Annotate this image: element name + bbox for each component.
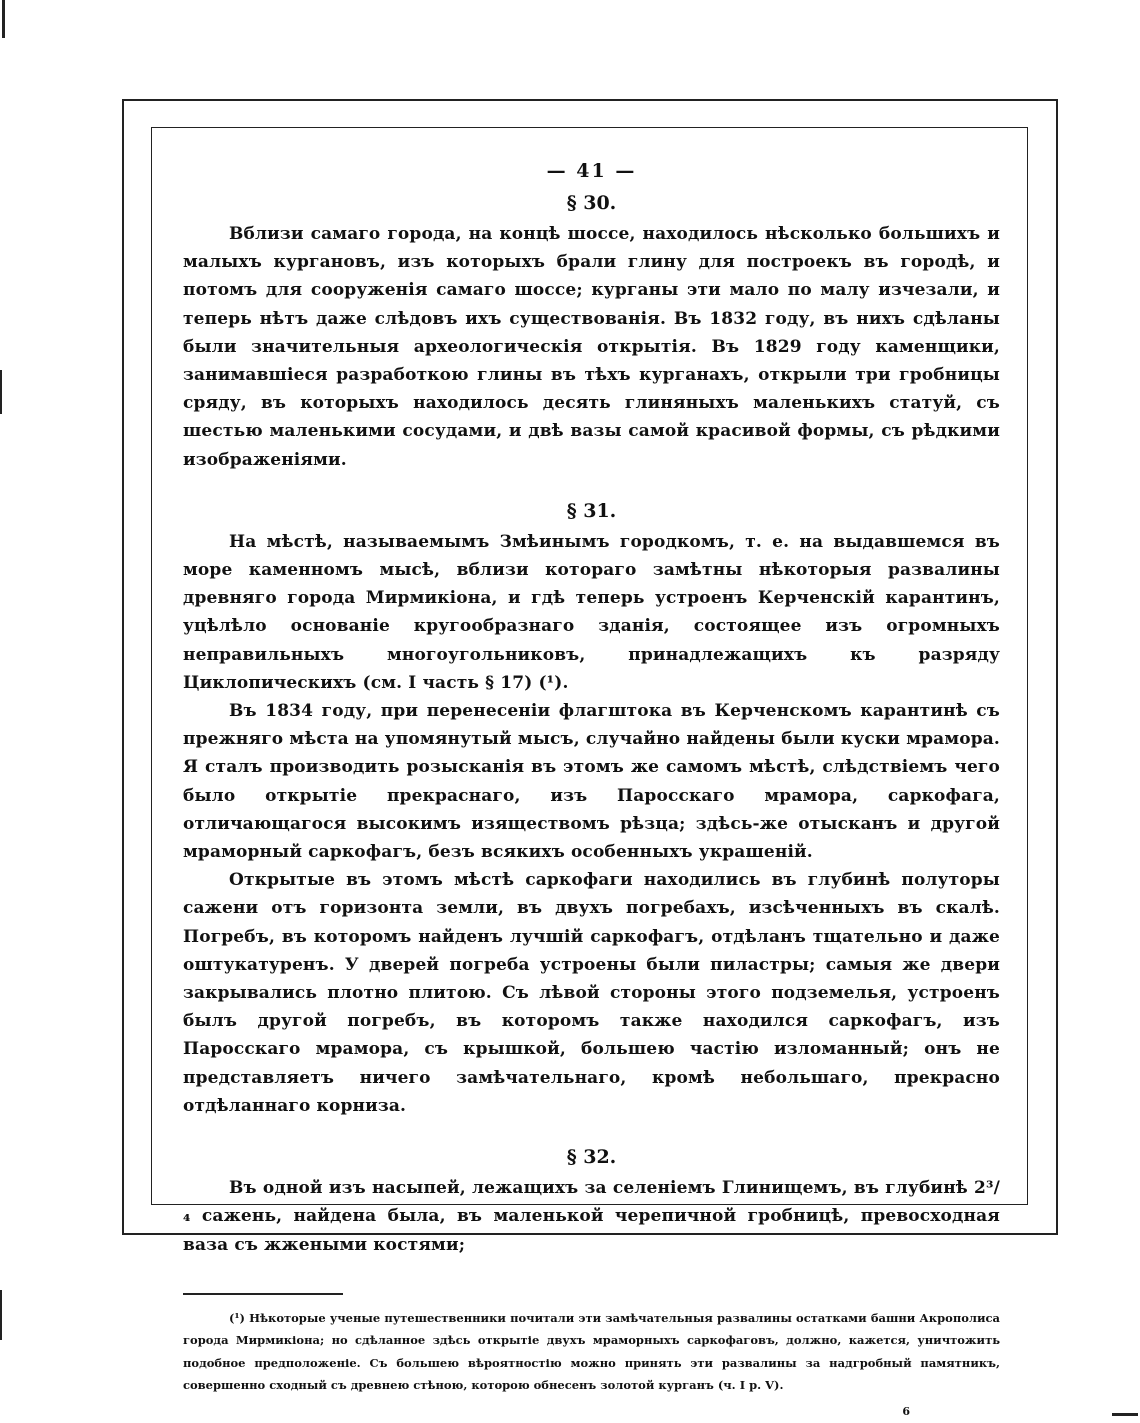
scan-edge-mark-bottom xyxy=(0,1290,2,1340)
section-31 xyxy=(183,500,1000,1120)
paragraph: Вблизи самаго города, на концѣ шоссе, находилось нѣсколько большихъ и малыхъ кургановъ, изъ которыхъ брали глину для построекъ въ городѣ, и потомъ для сооруженія самаго шоссе; курганы эти мало по малу изчезали, и теперь нѣтъ даже слѣдовъ ихъ существованія. Въ 1832 году, въ нихъ сдѣланы были значительныя археологическія открытія. Въ 1829 году каменщики, занимавшіеся разработкою глины въ тѣхъ курганахъ, открыли три гробницы сряду, въ которыхъ находилось десять глиняныхъ маленькихъ статуй, съ шестью маленькими сосудами, и двѣ вазы самой красивой формы, съ рѣдкими изображеніями. xyxy=(183,224,1000,470)
scan-edge-mark-top xyxy=(2,0,5,38)
paragraph: Открытые въ этомъ мѣстѣ саркофаги находились въ глубинѣ полуторы сажени отъ горизонта земли, въ двухъ погребахъ, изсѣченныхъ въ скалѣ. Погребъ, въ которомъ найденъ лучшій саркофагъ, отдѣланъ тщательно и даже оштукатуренъ. У дверей погреба устроены были пиластры; самыя же двери закрывались плотно плитою. Съ лѣвой стороны этого подземелья, устроенъ былъ другой погребъ, въ которомъ также находился саркофагъ, изъ Паросскаго мрамора, съ крышкой, большею частію изломанный; онъ не представляетъ ничего замѣчательнаго, кромѣ небольшаго, прекрасно отдѣланнаго корниза. xyxy=(183,870,1000,1116)
section-32 xyxy=(183,1146,1000,1259)
section-heading: § 31. xyxy=(566,499,617,522)
signature-mark: 6 xyxy=(902,1404,910,1418)
page-content xyxy=(183,150,1000,1418)
section-30 xyxy=(183,192,1000,474)
paragraph: Въ 1834 году, при перенесеніи флагштока въ Керченскомъ карантинѣ съ прежняго мѣста на упомянутый мысъ, случайно найдены были куски мрамора. Я сталъ производить розысканія въ этомъ же самомъ мѣстѣ, слѣдствіемъ чего было открытіе прекраснаго, изъ Паросскаго мрамора, саркофага, отличающагося высокимъ изяществомъ рѣзца; здѣсь-же отысканъ и другой мраморный саркофагъ, безъ всякихъ особенныхъ украшеній. xyxy=(183,701,1000,863)
paragraph: Въ одной изъ насыпей, лежащихъ за селеніемъ Глинищемъ, въ глубинѣ 2³/₄ сажень, найдена была, въ маленькой черепичной гробницѣ, превосходная ваза съ жжеными костями; xyxy=(183,1178,1000,1255)
scan-corner-mark xyxy=(1112,1413,1138,1416)
paragraph: На мѣстѣ, называемымъ Змѣинымъ городкомъ, т. е. на выдавшемся въ море каменномъ мысѣ, вблизи котораго замѣтны нѣкоторыя развалины древняго города Мирмикіона, и гдѣ теперь устроенъ Керченскій карантинъ, уцѣлѣло основаніе кругообразнаго зданія, состоящее изъ огромныхъ неправильныхъ многоугольниковъ, принадлежащихъ къ разряду Циклопическихъ (см. I часть § 17) (¹). xyxy=(183,531,1000,693)
section-heading: § 30. xyxy=(566,192,617,214)
page-number: — 41 — xyxy=(546,160,637,182)
footnote: (¹) Нѣкоторые ученые путешественники почитали эти замѣчательныя развалины остатками башни Акрополиса города Мирмикіона; но сдѣланное здѣсь открытіе двухъ мраморныхъ саркофаговъ, должно, кажется, уничтожить подобное предположеніе. Съ большею вѣроятностію можно принять эти развалины за надгробный памятникъ, совершенно сходный съ древнею стѣною, которою обнесенъ золотой курганъ (ч. I р. V). xyxy=(183,1310,1000,1393)
section-heading: § 32. xyxy=(566,1146,617,1169)
scan-edge-mark-left xyxy=(0,370,2,414)
footnote-divider xyxy=(183,1293,343,1295)
